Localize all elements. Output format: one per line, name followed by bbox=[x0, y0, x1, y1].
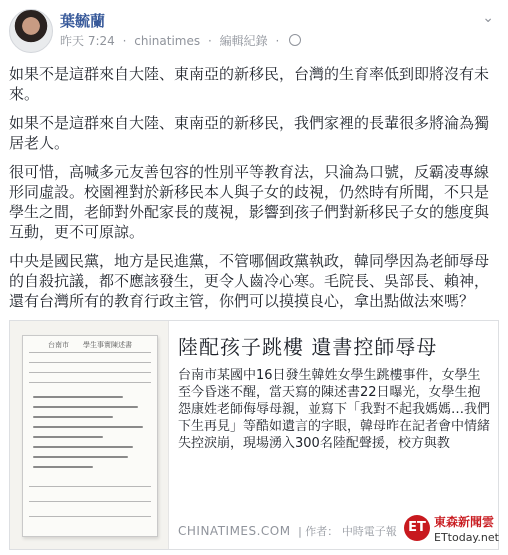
post-body bbox=[9, 64, 499, 320]
post-paragraph: 中央是國民黨，地方是民進黨，不管哪個政黨執政，韓同學因為老師辱母的自殺抗議，都不應該發生，更令人齒冷心寒。毛院長、吳部長、賴神，還有台灣所有的教育行政主管，你們可以摸摸良心，拿出點做法來嗎？ bbox=[9, 252, 490, 310]
post-paragraph: 如果不是這群來自大陸、東南亞的新移民，我們家裡的長輩很多將淪為獨居老人。 bbox=[9, 114, 490, 152]
watermark-name: 東森新聞雲 bbox=[434, 515, 495, 529]
document-title: 台南市 學生事實陳述書 bbox=[48, 341, 132, 349]
author-prefix: | 作者： bbox=[298, 525, 339, 538]
article-author: 中時電子報 bbox=[341, 525, 397, 538]
globe-icon bbox=[289, 34, 301, 46]
ettoday-watermark bbox=[404, 511, 504, 549]
post-source[interactable]: chinatimes bbox=[134, 34, 201, 48]
link-preview-source bbox=[178, 523, 397, 539]
edit-history-link[interactable]: 編輯紀錄 bbox=[219, 34, 268, 48]
link-preview-description: 台南市某國中16日發生韓姓女學生跳樓事件，女學生至今昏迷不醒，當天寫的陳述書22日曝光，女學生抱怨康姓老師侮辱母親，並寫下「我對不起我媽媽…我們下生再見」等酷如遺言的字眼，韓母昨在記者會中情緒失控淚崩，現場湧入300名陸配聲援，校方與教 bbox=[178, 368, 490, 451]
watermark-url: ETtoday.net bbox=[434, 531, 499, 544]
author-name[interactable]: 葉毓蘭 bbox=[60, 12, 106, 30]
link-preview-image[interactable] bbox=[10, 321, 169, 549]
post-paragraph: 很可惜，高喊多元友善包容的性別平等教育法，只淪為口號，反霸凌專線形同虛設。校園裡對於新移民本人與子女的歧視，仍然時有所聞，不只是學生之間，老師對外配家長的蔑視，影響到孩子們對新移民子女的態度與互動，更不可原諒。 bbox=[9, 163, 490, 241]
link-domain: CHINATIMES.COM bbox=[178, 524, 291, 538]
link-preview-title[interactable]: 陸配孩子跳樓 遺書控師辱母 bbox=[178, 335, 438, 359]
statement-document-image bbox=[22, 335, 158, 537]
avatar[interactable] bbox=[9, 9, 53, 53]
chevron-down-icon[interactable]: ⌄ bbox=[482, 10, 494, 26]
post-paragraph: 如果不是這群來自大陸、東南亞的新移民，台灣的生育率低到即將沒有未來。 bbox=[9, 65, 490, 103]
post-meta: 昨天 7:24 · chinatimes · 編輯紀錄 · bbox=[60, 32, 305, 49]
post-timestamp[interactable]: 昨天 7:24 bbox=[60, 34, 115, 48]
ettoday-logo-icon: ET bbox=[404, 515, 430, 541]
